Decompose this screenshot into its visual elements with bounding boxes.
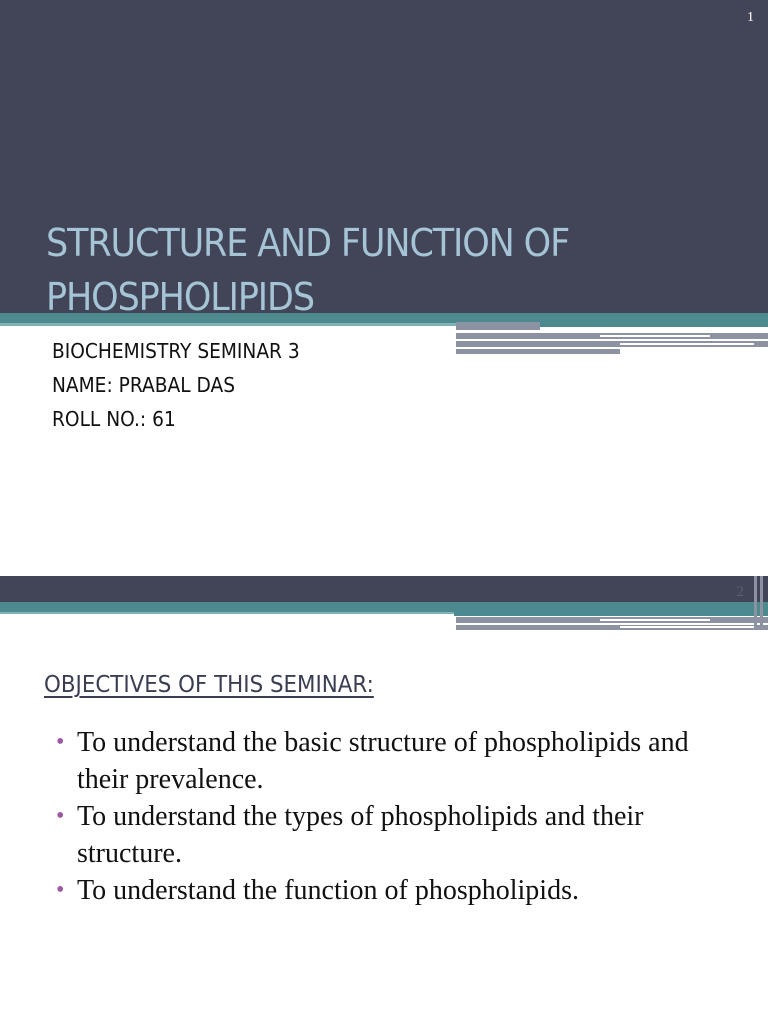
subtitle-line: NAME: PRABAL DAS <box>52 373 236 397</box>
accent-stripe <box>456 349 620 354</box>
objectives-list <box>56 724 736 909</box>
title-line: PHOSPHOLIPIDS <box>46 275 314 319</box>
title-line: STRUCTURE AND FUNCTION OF <box>46 221 570 265</box>
accent-stripe <box>0 602 454 612</box>
subtitle-line: ROLL NO.: 61 <box>52 407 176 431</box>
accent-stripe <box>760 576 763 630</box>
accent-stripe <box>600 619 710 621</box>
subtitle-line: BIOCHEMISTRY SEMINAR 3 <box>52 339 300 363</box>
list-item: • To understand the basic structure of phospholipids and their prevalence. <box>56 724 736 798</box>
list-item: • To understand the function of phospholipids. <box>56 872 736 909</box>
accent-stripe <box>600 335 710 337</box>
slide-number: 1 <box>747 10 754 25</box>
list-item: • To understand the types of phospholipids and their structure. <box>56 798 736 872</box>
objectives-heading: OBJECTIVES OF THIS SEMINAR: <box>44 672 374 698</box>
accent-stripe <box>0 612 454 614</box>
accent-stripe <box>620 626 754 628</box>
bullet-dot-icon: • <box>56 729 65 755</box>
accent-stripe <box>620 343 754 345</box>
bullet-dot-icon: • <box>56 803 65 829</box>
slide-gap <box>0 560 768 576</box>
subtitle <box>52 334 300 436</box>
accent-stripe <box>454 602 768 616</box>
accent-stripe <box>754 576 757 630</box>
page-title <box>46 216 690 324</box>
header-band <box>0 576 768 602</box>
slide-number: 2 <box>736 584 744 600</box>
bullet-dot-icon: • <box>56 877 65 903</box>
